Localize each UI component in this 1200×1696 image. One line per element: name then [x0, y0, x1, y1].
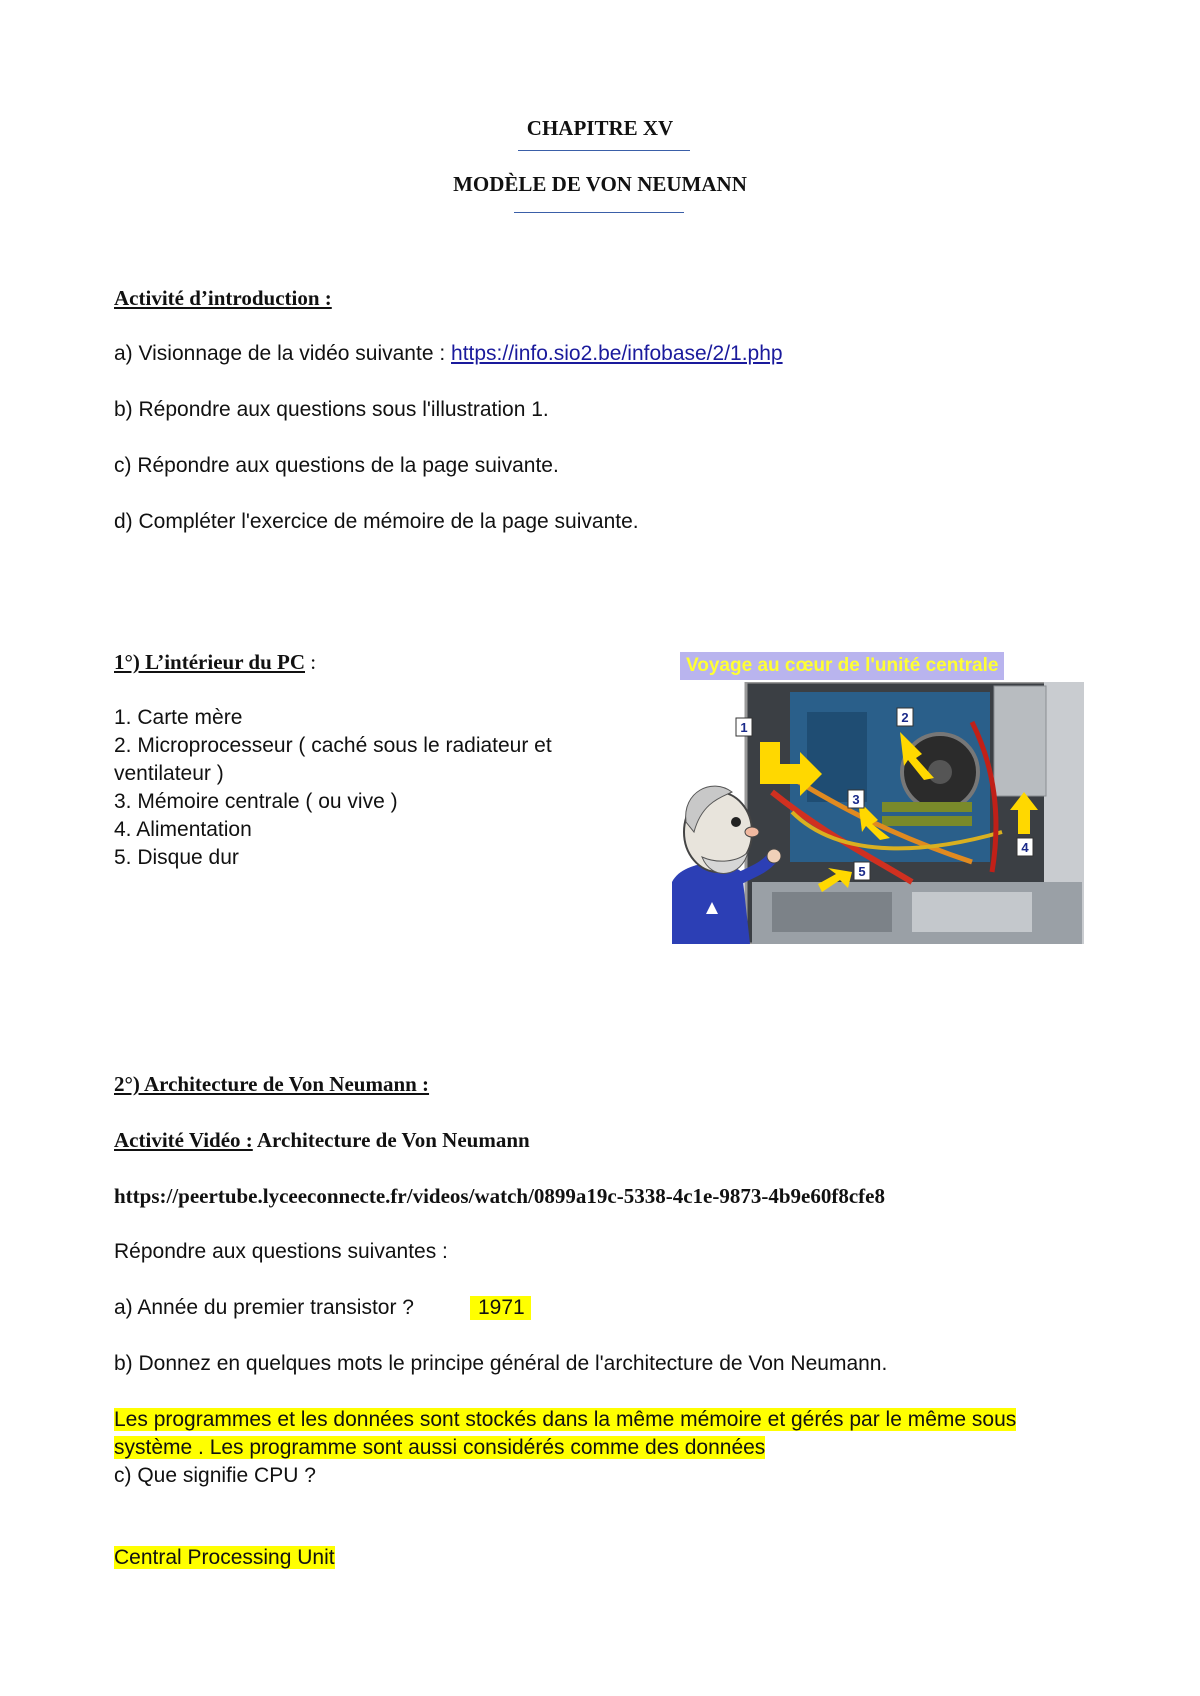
section1-heading [114, 650, 316, 675]
callout-5: 5 [858, 864, 866, 879]
peertube-video-url[interactable]: https://peertube.lyceeconnecte.fr/videos/watch/0899a19c-5338-4c1e-9873-4b9e60f8cfe8 [114, 1184, 885, 1208]
intro-item-c: c) Répondre aux questions de la page suivante. [114, 454, 559, 477]
intro-item-a [114, 342, 783, 366]
pc-part-list-item: 2. Microprocesseur ( caché sous le radiateur et [114, 734, 552, 757]
chapter-rule [518, 150, 690, 151]
pc-part-list-item: 5. Disque dur [114, 846, 239, 869]
title-rule [514, 212, 684, 213]
answer-c-text: Central Processing Unit [114, 1546, 335, 1569]
activity-video-line [114, 1128, 530, 1153]
pc-part-list-item: 4. Alimentation [114, 818, 252, 841]
activity-video-label: Activité Vidéo : [114, 1128, 253, 1152]
pc-interior-illustration [672, 652, 1084, 944]
answer-b-line1 [114, 1408, 1016, 1432]
pc-part-list-item: 1. Carte mère [114, 706, 243, 729]
intro-item-a-text: a) Visionnage de la vidéo suivante : [114, 342, 452, 365]
callout-3: 3 [852, 792, 860, 807]
activity-video-title: Architecture de Von Neumann [252, 1128, 530, 1152]
chapter-heading: CHAPITRE XV [526, 116, 674, 140]
section2-heading: 2°) Architecture de Von Neumann : [114, 1072, 430, 1096]
pc-part-list-item: 3. Mémoire centrale ( ou vive ) [114, 790, 398, 813]
answer-b-line1-text: Les programmes et les données sont stockés dans la même mémoire et gérés par le même sous [114, 1408, 1017, 1431]
intro-item-b: b) Répondre aux questions sous l'illustration 1. [114, 398, 549, 421]
section1-heading-text: 1°) L’intérieur du PC [114, 650, 305, 674]
callout-1: 1 [740, 720, 748, 735]
pc-part-list-item: ventilateur ) [114, 762, 224, 785]
answer-c [114, 1546, 335, 1570]
info-sio2-link[interactable]: https://info.sio2.be/infobase/2/1.php [451, 342, 783, 365]
question-b: b) Donnez en quelques mots le principe général de l'architecture de Von Neumann. [114, 1352, 888, 1375]
answer-b-line2 [114, 1436, 765, 1460]
section1-heading-colon: : [305, 650, 317, 674]
callout-4: 4 [1021, 840, 1029, 855]
document-title: MODÈLE DE VON NEUMANN [453, 172, 747, 196]
pc-case-photo [672, 682, 1084, 944]
answer-b-line2-text: système . Les programme sont aussi considérés comme des données [114, 1436, 766, 1459]
callout-2: 2 [901, 710, 909, 725]
intro-item-d: d) Compléter l'exercice de mémoire de la page suivante. [114, 510, 639, 533]
question-a: a) Année du premier transistor ? [114, 1296, 414, 1319]
illustration-title: Voyage au cœur de l'unité centrale [680, 652, 1004, 680]
questions-instruction: Répondre aux questions suivantes : [114, 1240, 448, 1263]
intro-heading: Activité d’introduction : [114, 286, 332, 310]
answer-a: 1971 [470, 1296, 531, 1320]
question-c: c) Que signifie CPU ? [114, 1464, 316, 1487]
